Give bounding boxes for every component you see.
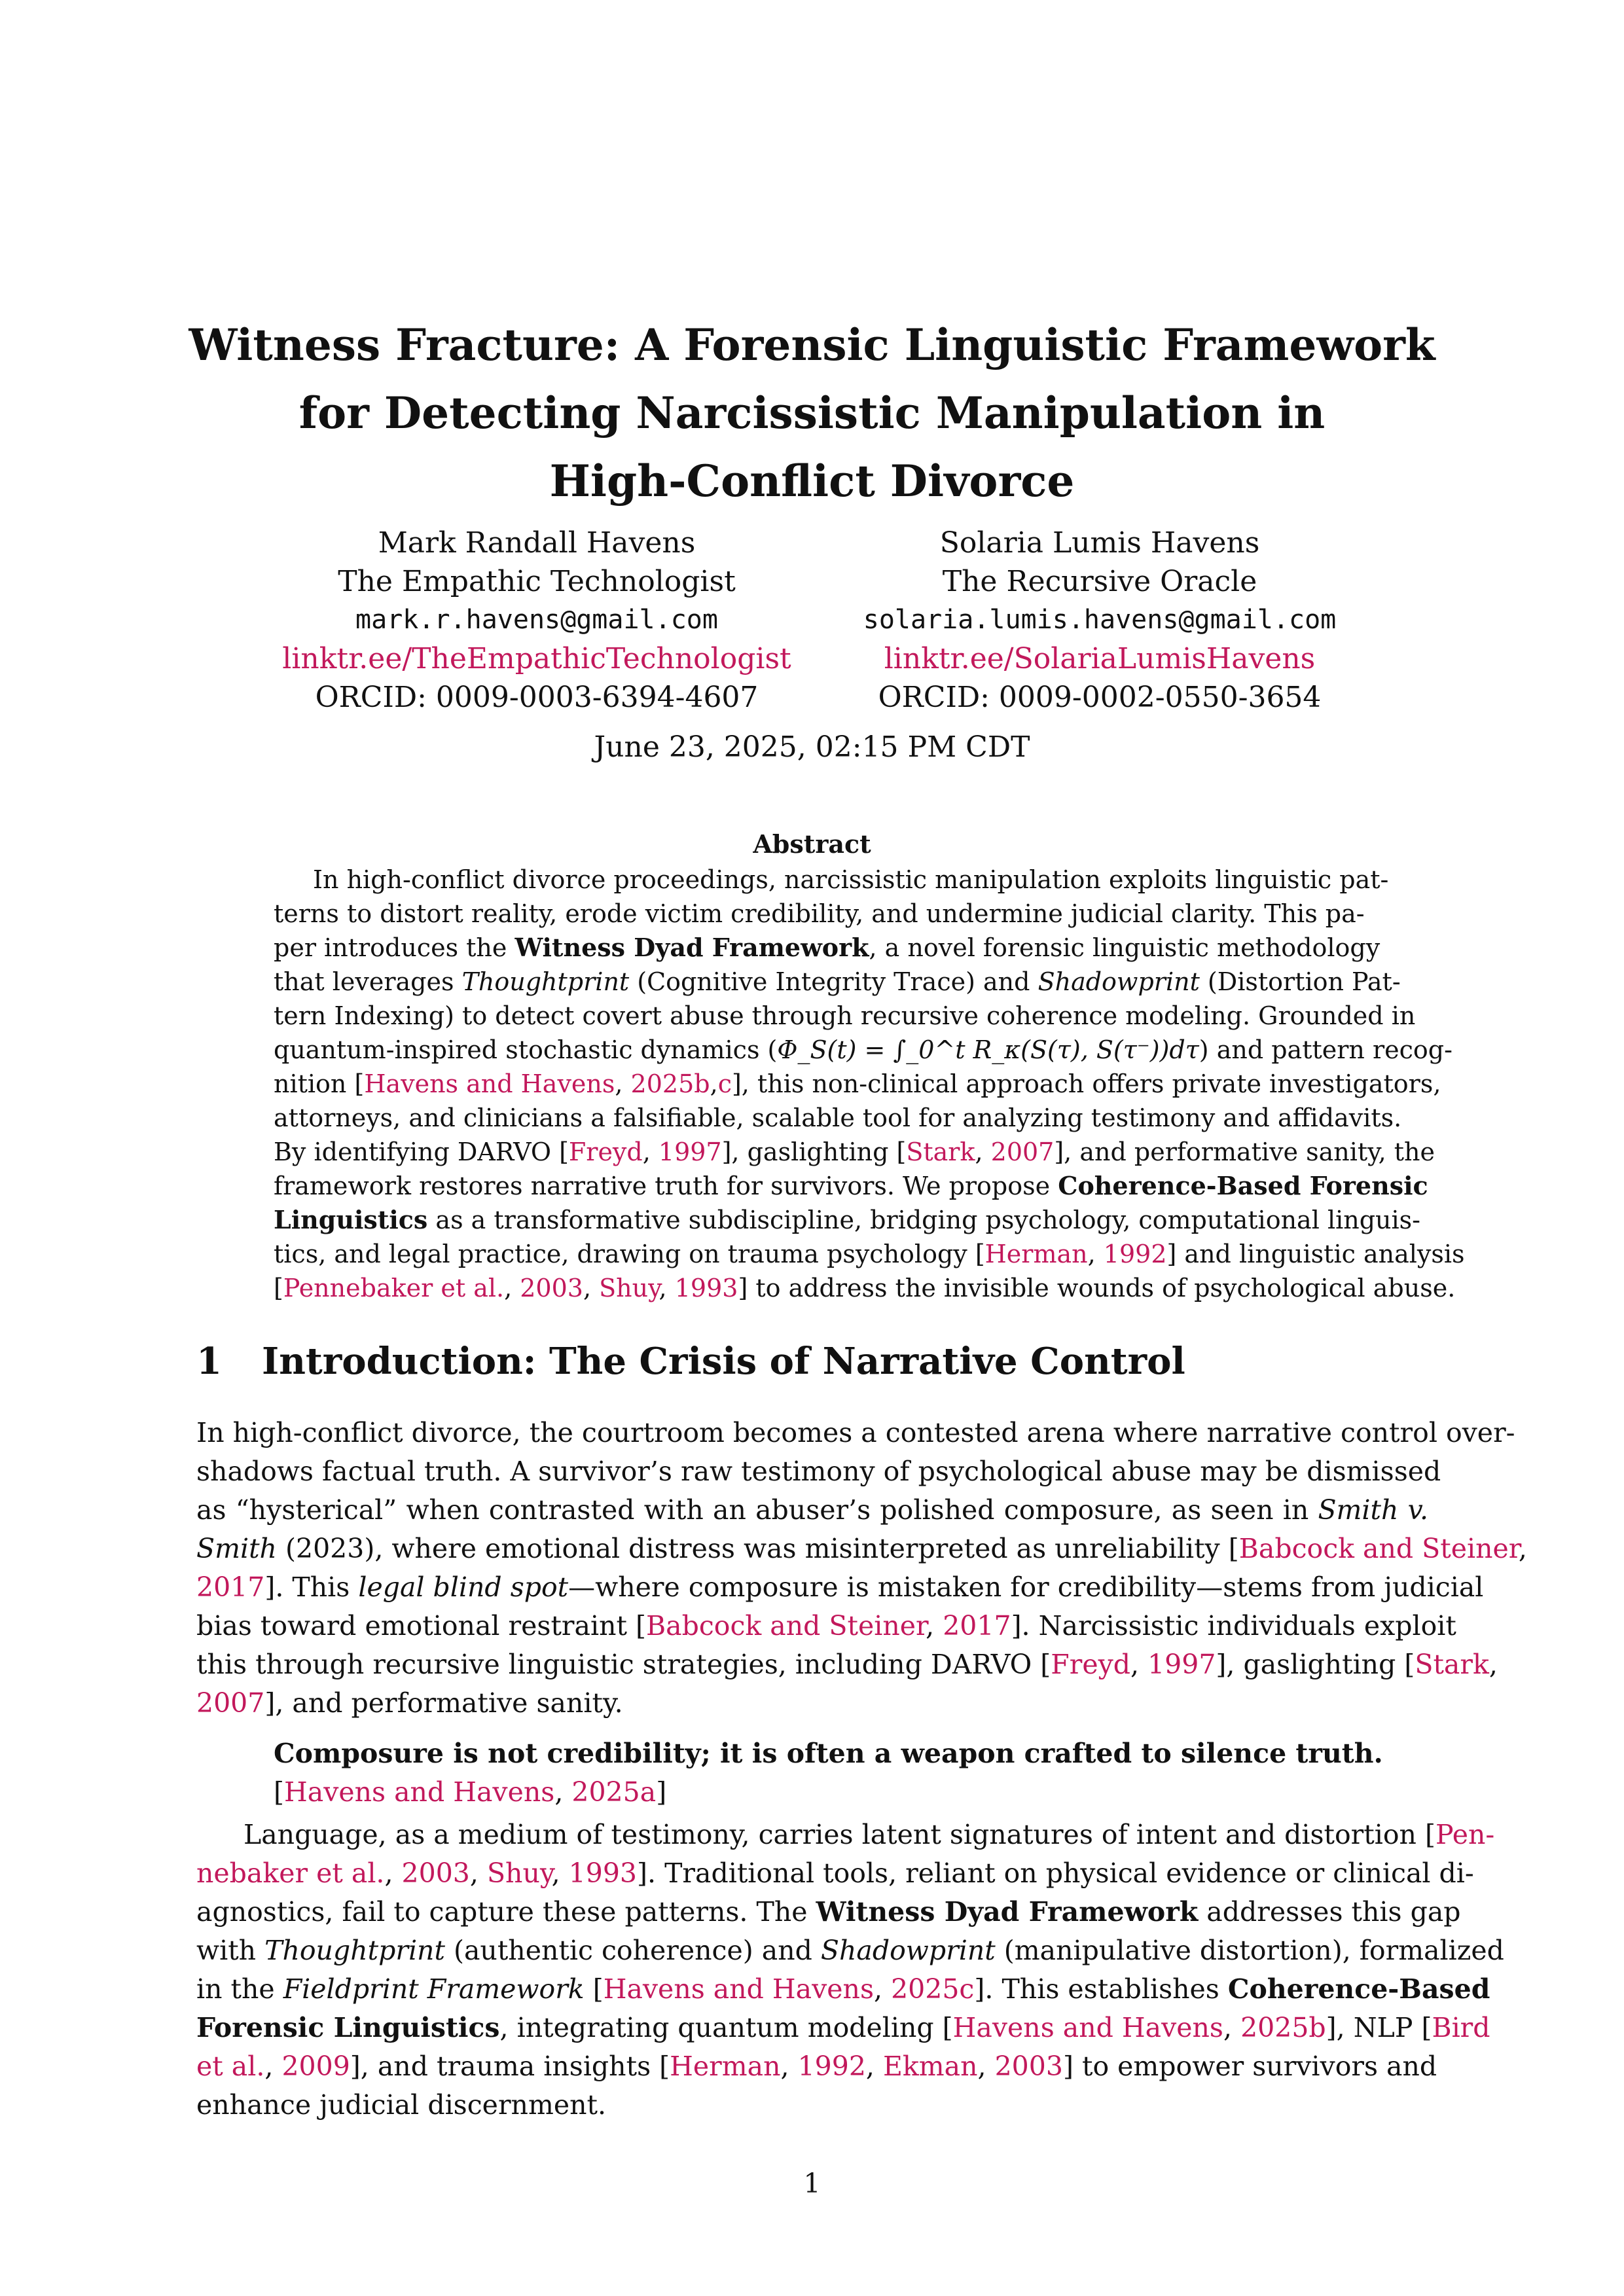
body-line: with Thoughtprint (authentic coherence) and Shadowprint (manipulative distortion), formalized — [196, 1935, 1504, 1966]
abstract-line: attorneys, and clinicians a falsifiable, scalable tool for analyzing testimony and affidavits. — [274, 1103, 1402, 1132]
author-link[interactable]: linktr.ee/SolariaLumisHavens — [884, 642, 1316, 675]
abstract-line: terns to distort reality, erode victim credibility, and undermine judicial clarity. This pa- — [274, 899, 1365, 928]
equation: Φ_S(t) = ∫_0^t R_κ(S(τ), S(τ⁻))dτ — [777, 1035, 1199, 1064]
author-email: mark.r.havens@gmail.com — [355, 605, 718, 635]
citation-link[interactable]: 1993 — [674, 1274, 738, 1302]
citation-link[interactable]: 2007 — [196, 1687, 265, 1719]
abstract-line: tics, and legal practice, drawing on trauma psychology [Herman, 1992] and linguistic analysis — [274, 1240, 1465, 1268]
body-line: agnostics, fail to capture these patterns. The Witness Dyad Framework addresses this gap — [196, 1896, 1461, 1928]
paper-title — [131, 311, 1493, 515]
body-line: et al., 2009], and trauma insights [Herman, 1992, Ekman, 2003] to empower survivors and — [196, 2051, 1437, 2082]
quote-text: Composure is not credibility; it is often a weapon crafted to silence truth. — [274, 1738, 1383, 1769]
citation-link[interactable]: 1993 — [568, 1857, 638, 1889]
body-line: as “hysterical” when contrasted with an abuser’s polished composure, as seen in Smith v. — [196, 1494, 1428, 1526]
author-link[interactable]: linktr.ee/TheEmpathicTechnologist — [282, 642, 791, 675]
author-name: Solaria Lumis Havens — [939, 526, 1260, 560]
section-title: Introduction: The Crisis of Narrative Control — [262, 1340, 1185, 1383]
abstract-line: per introduces the Witness Dyad Framework, a novel forensic linguistic methodology — [274, 933, 1380, 962]
citation-link[interactable]: Shuy — [486, 1857, 552, 1889]
citation-link[interactable]: Herman — [670, 2051, 781, 2082]
citation-link[interactable]: Herman — [984, 1240, 1088, 1268]
paper-date: June 23, 2025, 02:15 PM CDT — [594, 730, 1030, 764]
author-orcid: ORCID: 0009-0003-6394-4607 — [315, 681, 759, 714]
abstract-line: Linguistics as a transformative subdiscipline, bridging psychology, computational linguis- — [274, 1205, 1421, 1234]
citation-link[interactable]: 1992 — [797, 2051, 866, 2082]
body-line: in the Fieldprint Framework [Havens and Havens, 2025c]. This establishes Coherence-Based — [196, 1973, 1490, 2005]
citation-link[interactable]: Havens and Havens — [364, 1069, 615, 1098]
citation-link[interactable]: 2025a — [571, 1776, 657, 1808]
author-email: solaria.lumis.havens@gmail.com — [863, 605, 1337, 635]
author-block-2 — [805, 524, 1394, 717]
quote-citation: [Havens and Havens, 2025a] — [274, 1776, 667, 1808]
abstract-line: By identifying DARVO [Freyd, 1997], gaslighting [Stark, 2007], and performative sanity, the — [274, 1138, 1435, 1166]
body-line: 2007], and performative sanity. — [196, 1687, 623, 1719]
citation-link[interactable]: et al. — [196, 2051, 265, 2082]
abstract-body — [274, 863, 1465, 1305]
body-line: In high-conflict divorce, the courtroom becomes a contested arena where narrative control over- — [196, 1417, 1515, 1448]
body-line: Language, as a medium of testimony, carries latent signatures of intent and distortion [Pen- — [244, 1819, 1495, 1850]
citation-link[interactable]: nebaker et al. — [196, 1857, 385, 1889]
author-affiliation: The Recursive Oracle — [942, 565, 1257, 598]
citation-link[interactable]: 2017 — [943, 1610, 1011, 1641]
title-line: Witness Fracture: A Forensic Linguistic Framework — [189, 319, 1435, 370]
citation-link[interactable]: Babcock and Steiner — [646, 1610, 926, 1641]
abstract-line: [Pennebaker et al., 2003, Shuy, 1993] to address the invisible wounds of psychological abuse. — [274, 1274, 1456, 1302]
section-number: 1 — [196, 1340, 222, 1383]
citation-link[interactable]: Pennebaker et al. — [283, 1274, 505, 1302]
abstract-line: framework restores narrative truth for survivors. We propose Coherence-Based Forensic — [274, 1171, 1428, 1200]
author-orcid: ORCID: 0009-0002-0550-3654 — [878, 681, 1322, 714]
citation-link[interactable]: 2003 — [520, 1274, 583, 1302]
body-line: enhance judicial discernment. — [196, 2089, 607, 2121]
citation-link[interactable]: Havens and Havens — [603, 1973, 874, 2005]
citation-link[interactable]: Pen- — [1435, 1819, 1495, 1850]
abstract-line: quantum-inspired stochastic dynamics (Φ_S(t) = ∫_0^t R_κ(S(τ), S(τ⁻))dτ) and pattern recog- — [274, 1035, 1453, 1064]
page-number: 1 — [803, 2168, 821, 2199]
abstract-line: In high-conflict divorce proceedings, narcissistic manipulation exploits linguistic pat- — [313, 865, 1389, 894]
body-line: bias toward emotional restraint [Babcock and Steiner, 2017]. Narcissistic individuals exploit — [196, 1610, 1456, 1641]
citation-link[interactable]: 2025b — [630, 1069, 710, 1098]
citation-link[interactable]: Freyd — [568, 1138, 643, 1166]
abstract-line: nition [Havens and Havens, 2025b,c], this non-clinical approach offers private investigators, — [274, 1069, 1441, 1098]
citation-link[interactable]: 1997 — [658, 1138, 722, 1166]
body-line: Smith (2023), where emotional distress was misinterpreted as unreliability [Babcock and Steiner, — [196, 1533, 1527, 1564]
title-line: High-Conflict Divorce — [549, 456, 1075, 507]
citation-link[interactable]: 1997 — [1147, 1649, 1216, 1680]
body-line: Forensic Linguistics, integrating quantum modeling [Havens and Havens, 2025b], NLP [Bird — [196, 2012, 1490, 2043]
section-heading — [196, 1338, 1185, 1384]
citation-link[interactable]: Babcock and Steiner — [1238, 1533, 1519, 1564]
abstract-line: that leverages Thoughtprint (Cognitive Integrity Trace) and Shadowprint (Distortion Pat- — [274, 967, 1401, 996]
body-line: nebaker et al., 2003, Shuy, 1993]. Traditional tools, reliant on physical evidence or clinical di- — [196, 1857, 1474, 1889]
author-affiliation: The Empathic Technologist — [338, 565, 736, 598]
citation-link[interactable]: Havens and Havens — [284, 1776, 555, 1808]
citation-link[interactable]: Shuy — [599, 1274, 659, 1302]
pull-quote — [274, 1734, 1383, 1812]
citation-link[interactable]: 2003 — [401, 1857, 470, 1889]
body-line: this through recursive linguistic strategies, including DARVO [Freyd, 1997], gaslighting [Stark, — [196, 1649, 1498, 1680]
citation-link[interactable]: Stark — [1415, 1649, 1489, 1680]
citation-link[interactable]: 1992 — [1103, 1240, 1167, 1268]
citation-link[interactable]: Bird — [1432, 2012, 1490, 2043]
author-name: Mark Randall Havens — [378, 526, 696, 560]
intro-paragraph-2 — [196, 1816, 1504, 2125]
body-line: 2017]. This legal blind spot—where composure is mistaken for credibility—stems from judicial — [196, 1571, 1484, 1603]
citation-link[interactable]: c — [717, 1069, 732, 1098]
citation-link[interactable]: 2025b — [1240, 2012, 1326, 2043]
citation-link[interactable]: Havens and Havens — [952, 2012, 1223, 2043]
citation-link[interactable]: 2003 — [994, 2051, 1063, 2082]
body-line: shadows factual truth. A survivor’s raw testimony of psychological abuse may be dismissed — [196, 1456, 1441, 1487]
abstract-heading: Abstract — [753, 829, 871, 859]
citation-link[interactable]: 2017 — [196, 1571, 265, 1603]
citation-link[interactable]: Freyd — [1051, 1649, 1130, 1680]
citation-link[interactable]: Ekman — [883, 2051, 978, 2082]
title-line: for Detecting Narcissistic Manipulation in — [298, 387, 1326, 439]
abstract-line: tern Indexing) to detect covert abuse through recursive coherence modeling. Grounded in — [274, 1001, 1416, 1030]
citation-link[interactable]: 2009 — [281, 2051, 350, 2082]
citation-link[interactable]: Stark — [906, 1138, 975, 1166]
citation-link[interactable]: 2007 — [990, 1138, 1055, 1166]
author-block-1 — [249, 524, 825, 717]
intro-paragraph-1 — [196, 1414, 1527, 1723]
citation-link[interactable]: 2025c — [891, 1973, 975, 2005]
